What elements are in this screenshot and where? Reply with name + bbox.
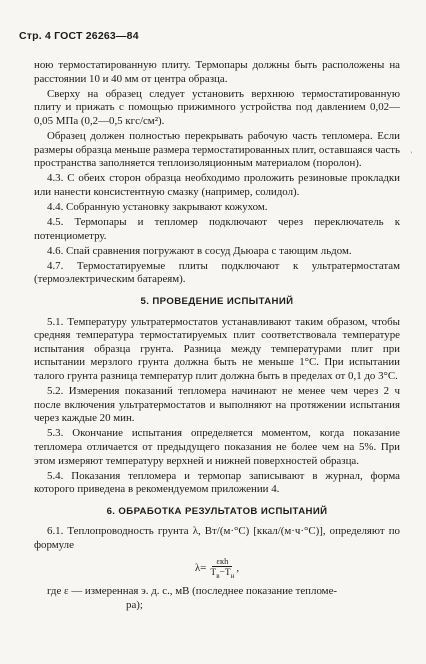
paragraph-4-3: 4.3. С обеих сторон образца необходимо проложить резиновые прокладки или нанести консистентную смазку (например, солидол). (34, 172, 400, 198)
page-content (34, 59, 400, 613)
paragraph-6-1: 6.1. Теплопроводность грунта λ, Вт/(м·°С) [ккал/(м·ч·°С)], определяют по формуле (34, 525, 400, 551)
page-header: Стр. 4 ГОСТ 26263—84 (19, 30, 139, 42)
paragraph-5-2: 5.2. Измерения показаний тепломера начинают не менее чем через 2 ч после включения ультратермостатов и выполняют на протяжении испытания через каждые 20 мин. (34, 385, 400, 425)
formula (34, 556, 400, 582)
margin-mark: ` (407, 149, 414, 161)
paragraph-4-6: 4.6. Спай сравнения погружают в сосуд Дьюара с тающим льдом. (47, 244, 352, 257)
formula-denominator: $T_в-T_н$ (210, 567, 235, 580)
where-line: где ε — измеренная э. д. с., мВ (последнее показание тепломе- (47, 585, 338, 598)
paragraph-5-1: 5.1. Температуру ультратермостатов устанавливают таким образом, чтобы средняя температура термостатируемых плит соответствовала температуре испытания образца грунта. Разница между температурами плит при испытании мерзлого грунта должна быть не меньше 1°С. При испытании талого грунта разница температур плит должна быть в пределах от 0,1 до 3°С. (34, 315, 400, 382)
paragraph-4-4: 4.4. Собранную установку закрывают кожухом. (47, 200, 268, 213)
where-continuation: ра); (126, 599, 143, 612)
formula-numerator: εкh (212, 556, 232, 567)
formula-fraction (210, 556, 234, 582)
paragraph-4-7: 4.7. Термостатируемые плиты подключают к ультратермостатам (термоэлектрическим батареям). (34, 259, 400, 286)
formula-lhs: λ= (194, 561, 207, 574)
section-6-title: 6. ОБРАБОТКА РЕЗУЛЬТАТОВ ИСПЫТАНИЙ (106, 505, 328, 517)
paragraph: Образец должен полностью перекрывать рабочую часть тепломера. Если размеры образца меньше размера термостатированных плит, оставшаяся часть пространства заполняется теплоизоляционным материалом (поролон). (34, 129, 400, 170)
paragraph: Сверху на образец следует установить верхнюю термостатированную плиту и прижать с помощью прижимного устройства под давлением 0,02—0,05 МПа (0,2—0,5 кгс/см²). (34, 87, 400, 127)
section-5-title: 5. ПРОВЕДЕНИЕ ИСПЫТАНИЙ (140, 296, 294, 307)
formula-trail: , (236, 561, 240, 574)
paragraph-5-3: 5.3. Окончание испытания определяется моментом, когда показание тепломера отличается от предыдущего показания не более чем на 5%. При этом измеряют температуру верхней и нижней поверхностей образца. (34, 427, 400, 467)
paragraph-4-5: 4.5. Термопары и тепломер подключают через переключатель к потенциометру. (34, 216, 400, 242)
paragraph: ною термостатированную плиту. Термопары должны быть расположены на расстоянии 10 и 40 мм от центра образца. (34, 59, 400, 85)
paragraph-5-4: 5.4. Показания тепломера и термопар записывают в журнал, форма которого приведена в рекомендуемом приложении 4. (34, 469, 400, 496)
